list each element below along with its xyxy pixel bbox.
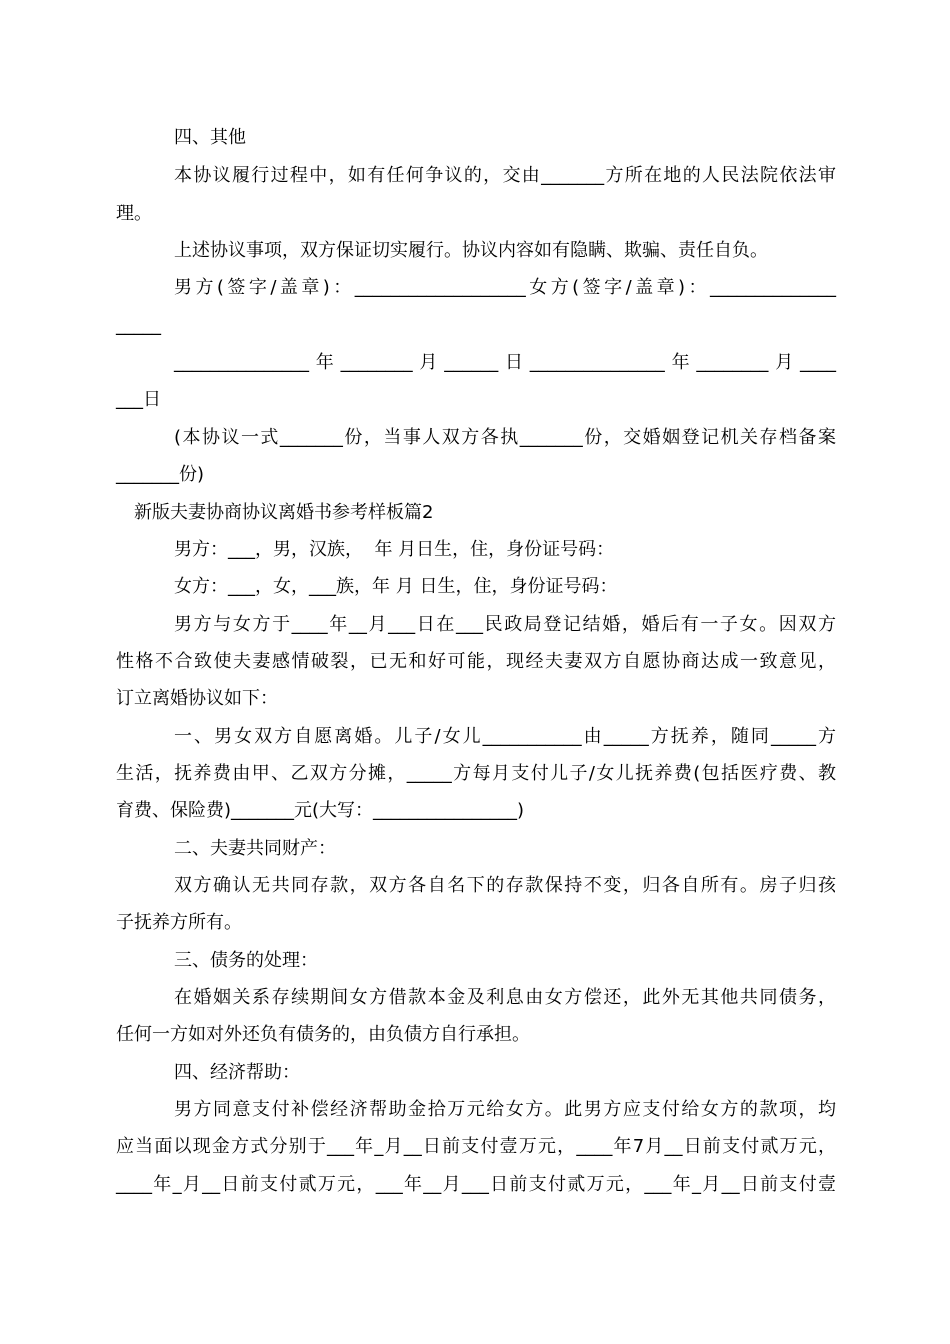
section-heading-property: 二、夫妻共同财产： (174, 838, 336, 859)
paragraph-line: ____年_月__日前支付贰万元，___年__月___日前支付贰万元，___年_月__日前支付壹 (116, 1174, 836, 1195)
section-heading-other: 四、其他 (174, 127, 246, 148)
article-title: 新版夫妻协商协议离婚书参考样板篇2 (134, 502, 434, 523)
party-female-line: 女方：___，女，___族，年 月 日生，住，身份证号码： (174, 576, 618, 597)
paragraph-line: 子抚养方所有。 (116, 912, 242, 933)
date-line: _______________年________月______日_______________年________月____ (174, 352, 836, 373)
section-heading-economic-aid: 四、经济帮助： (174, 1062, 300, 1083)
paragraph-line: 理。 (116, 203, 152, 224)
party-male-line: 男方：___，男，汉族， 年 月日生，住，身份证号码： (174, 539, 615, 560)
signature-line-continued: _____ (116, 315, 161, 336)
paragraph-line: 性格不合致使夫妻感情破裂，已无和好可能，现经夫妻双方自愿协商达成一致意见， (116, 651, 836, 672)
paragraph-line: 双方确认无共同存款，双方各自名下的存款保持不变，归各自所有。房子归孩 (174, 875, 836, 896)
paragraph-line: _______份) (116, 464, 205, 485)
paragraph-line: 上述协议事项，双方保证切实履行。协议内容如有隐瞒、欺骗、责任自负。 (174, 240, 768, 261)
paragraph-line: 任何一方如对外还负有债务的，由负债方自行承担。 (116, 1024, 530, 1045)
paragraph-line: 男方同意支付补偿经济帮助金拾万元给女方。此男方应支付给女方的款项，均 (174, 1099, 836, 1120)
paragraph-line: 一、男女双方自愿离婚。儿子/女儿___________由_____方抚养，随同_____方 (174, 726, 836, 747)
paragraph-line: (本协议一式_______份，当事人双方各执_______份，交婚姻登记机关存档备案 (174, 427, 836, 448)
paragraph-line: 生活，抚养费由甲、乙双方分摊，_____方每月支付儿子/女儿抚养费(包括医疗费、教 (116, 763, 836, 784)
paragraph-line: 应当面以现金方式分别于___年_月__日前支付壹万元，____年7月__日前支付贰万元， (116, 1136, 836, 1157)
paragraph-line: 在婚姻关系存续期间女方借款本金及利息由女方偿还，此外无其他共同债务， (174, 987, 836, 1008)
section-heading-debt: 三、债务的处理： (174, 950, 318, 971)
paragraph-line: 育费、保险费)_______元(大写：________________) (116, 800, 525, 821)
paragraph-line: 男方与女方于____年__月___日在___民政局登记结婚，婚后有一子女。因双方 (174, 614, 836, 635)
paragraph-line: 本协议履行过程中，如有任何争议的，交由_______方所在地的人民法院依法审 (174, 165, 836, 186)
signature-line: 男方(签字/盖章)：___________________女方(签字/盖章)：______________ (174, 277, 836, 298)
paragraph-line: 订立离婚协议如下： (116, 688, 278, 709)
date-line-continued: ___日 (116, 389, 161, 410)
